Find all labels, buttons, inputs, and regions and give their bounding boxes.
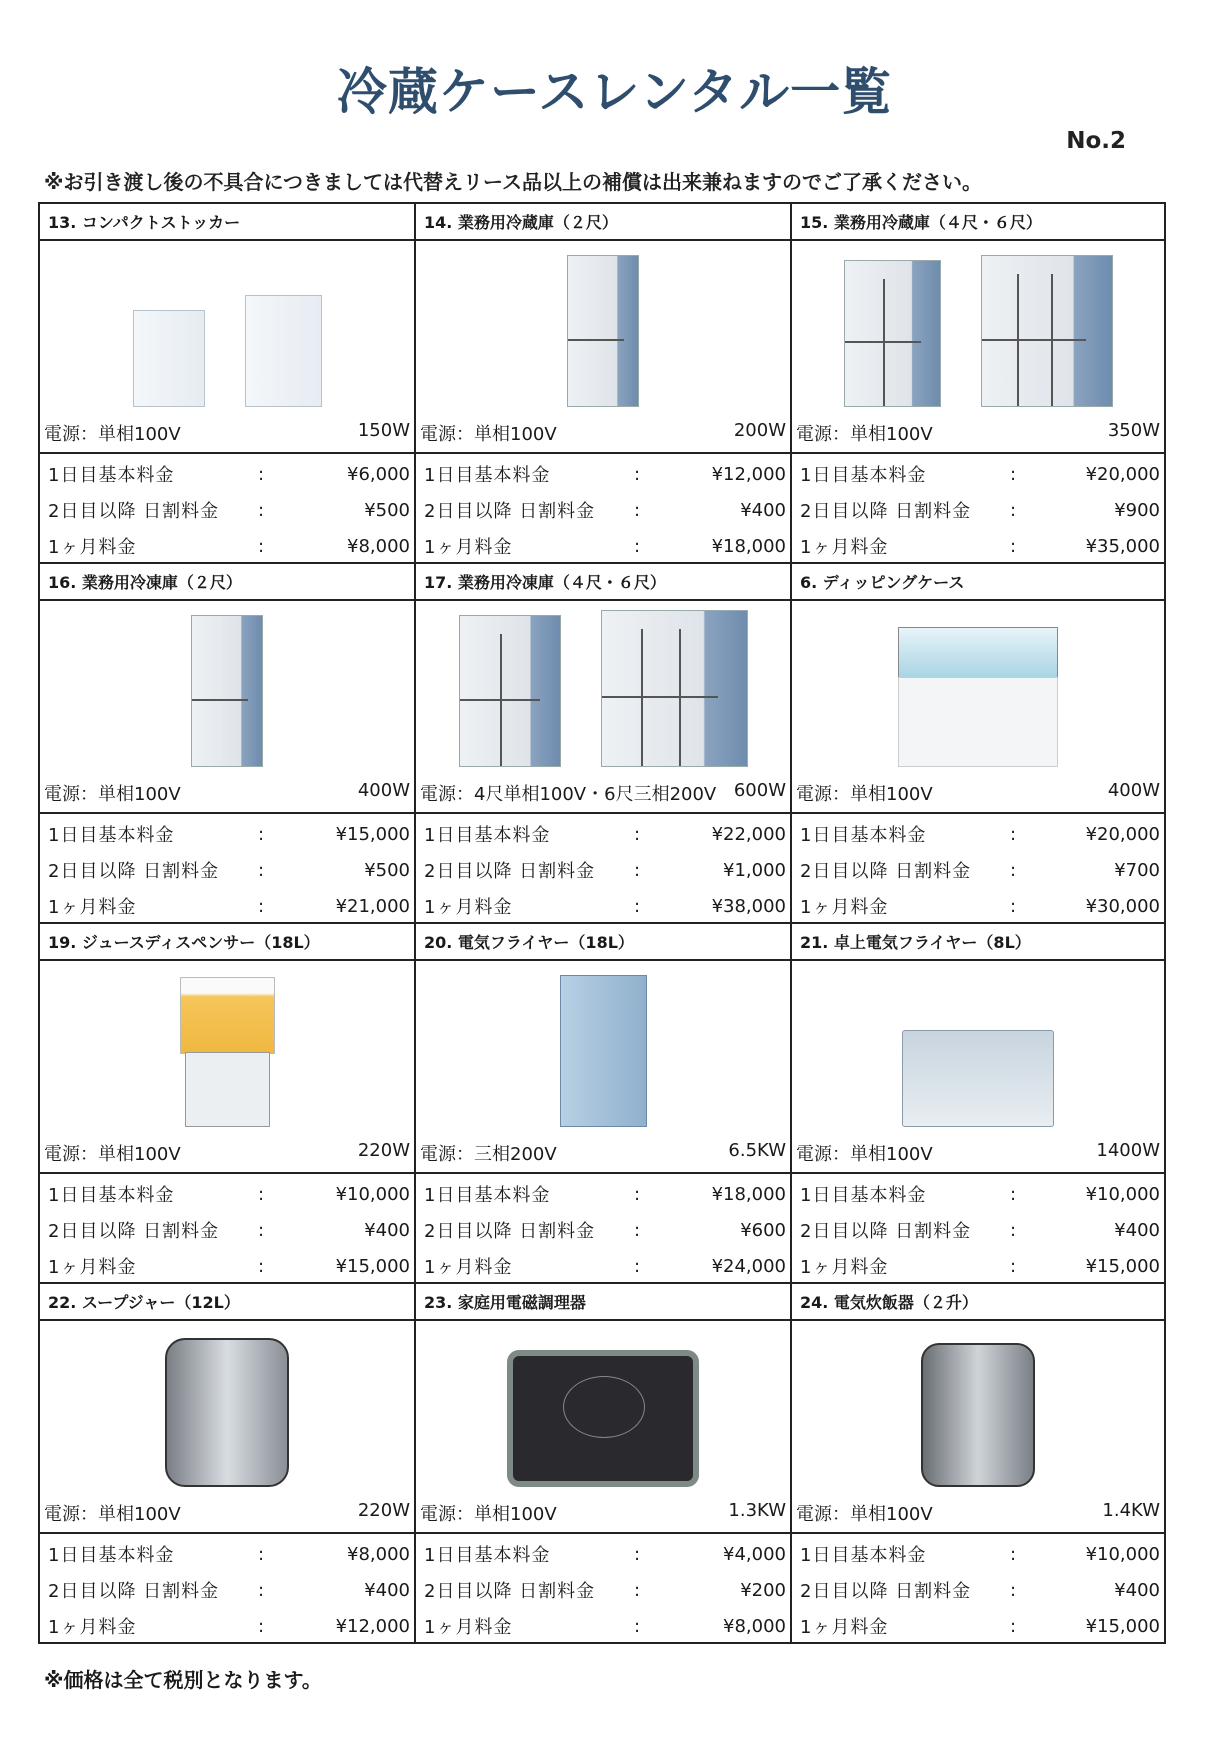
price-row-daily: 2日目以降 日割料金 : ¥500 bbox=[48, 859, 410, 882]
price-row-day1: 1日目基本料金 : ¥15,000 bbox=[48, 823, 410, 846]
power-spec bbox=[420, 1140, 786, 1166]
price-list bbox=[416, 454, 790, 562]
price-monthly: ¥21,000 bbox=[335, 895, 410, 917]
price-list bbox=[416, 1534, 790, 1642]
wattage: 400W bbox=[1107, 780, 1160, 801]
price-row-daily: 2日目以降 日割料金 : ¥900 bbox=[800, 499, 1160, 522]
power-spec bbox=[44, 420, 410, 446]
power-spec bbox=[44, 1500, 410, 1526]
price-row-monthly: 1ヶ月料金 : ¥8,000 bbox=[48, 535, 410, 558]
item-title: 22. スープジャー（12L） bbox=[40, 1284, 414, 1321]
price-monthly: ¥35,000 bbox=[1085, 535, 1160, 557]
page-number: No.2 bbox=[1066, 128, 1126, 154]
induction-cooker-photo bbox=[416, 1327, 790, 1487]
price-day1: ¥10,000 bbox=[335, 1183, 410, 1205]
price-day1: ¥10,000 bbox=[1085, 1183, 1160, 1205]
price-row-monthly: 1ヶ月料金 : ¥35,000 bbox=[800, 535, 1160, 558]
price-day1: ¥8,000 bbox=[347, 1543, 410, 1565]
price-list bbox=[416, 1174, 790, 1282]
price-list bbox=[40, 1534, 414, 1642]
price-row-day1: 1日目基本料金 : ¥6,000 bbox=[48, 463, 410, 486]
price-day1: ¥22,000 bbox=[711, 823, 786, 845]
item-title: 14. 業務用冷蔵庫（２尺） bbox=[416, 204, 790, 241]
price-row-day1: 1日目基本料金 : ¥4,000 bbox=[424, 1543, 786, 1566]
price-daily: ¥500 bbox=[364, 859, 410, 881]
rental-item-freezer-2shaku bbox=[40, 564, 416, 924]
price-row-daily: 2日目以降 日割料金 : ¥500 bbox=[48, 499, 410, 522]
item-image-area bbox=[40, 961, 414, 1174]
tax-note: ※価格は全て税別となります。 bbox=[44, 1668, 322, 1692]
power-supply: 電源：単相100V bbox=[796, 784, 933, 805]
price-row-daily: 2日目以降 日割料金 : ¥600 bbox=[424, 1219, 786, 1242]
wattage: 1.4KW bbox=[1102, 1500, 1160, 1521]
price-day1: ¥6,000 bbox=[347, 463, 410, 485]
price-list bbox=[40, 814, 414, 922]
juice-dispenser-photo bbox=[40, 967, 414, 1127]
wattage: 1.3KW bbox=[728, 1500, 786, 1521]
wattage: 200W bbox=[733, 420, 786, 441]
wattage: 6.5KW bbox=[728, 1140, 786, 1161]
power-supply: 電源：単相100V bbox=[796, 1144, 933, 1165]
price-list bbox=[792, 1534, 1164, 1642]
dipping-case-photo bbox=[792, 607, 1164, 767]
power-spec bbox=[796, 420, 1160, 446]
price-row-day1: 1日目基本料金 : ¥8,000 bbox=[48, 1543, 410, 1566]
power-supply: 電源：単相100V bbox=[420, 424, 557, 445]
price-monthly: ¥8,000 bbox=[347, 535, 410, 557]
item-title: 17. 業務用冷凍庫（４尺・６尺） bbox=[416, 564, 790, 601]
item-image-area bbox=[792, 241, 1164, 454]
wattage: 220W bbox=[357, 1140, 410, 1161]
price-row-day1: 1日目基本料金 : ¥22,000 bbox=[424, 823, 786, 846]
power-spec bbox=[44, 1140, 410, 1166]
price-day1: ¥15,000 bbox=[335, 823, 410, 845]
item-image-area bbox=[40, 1321, 414, 1534]
power-supply: 電源：単相100V bbox=[420, 1504, 557, 1525]
price-daily: ¥400 bbox=[1114, 1579, 1160, 1601]
power-supply: 電源：単相100V bbox=[44, 784, 181, 805]
power-spec bbox=[796, 1500, 1160, 1526]
rental-item-dipping-case bbox=[792, 564, 1164, 924]
price-day1: ¥20,000 bbox=[1085, 463, 1160, 485]
price-monthly: ¥15,000 bbox=[1085, 1255, 1160, 1277]
page-title: 冷蔵ケースレンタル一覧 bbox=[336, 63, 893, 121]
item-title: 20. 電気フライヤー（18L） bbox=[416, 924, 790, 961]
item-title: 21. 卓上電気フライヤー（8L） bbox=[792, 924, 1164, 961]
price-daily: ¥400 bbox=[1114, 1219, 1160, 1241]
price-daily: ¥600 bbox=[740, 1219, 786, 1241]
soup-jar-photo bbox=[40, 1327, 414, 1487]
price-row-daily: 2日目以降 日割料金 : ¥400 bbox=[800, 1579, 1160, 1602]
price-list bbox=[792, 454, 1164, 562]
price-list bbox=[792, 814, 1164, 922]
freezer-4-6shaku-photo bbox=[416, 607, 790, 767]
price-daily: ¥500 bbox=[364, 499, 410, 521]
price-daily: ¥400 bbox=[364, 1219, 410, 1241]
price-monthly: ¥15,000 bbox=[335, 1255, 410, 1277]
price-daily: ¥900 bbox=[1114, 499, 1160, 521]
price-list bbox=[792, 1174, 1164, 1282]
price-row-monthly: 1ヶ月料金 : ¥15,000 bbox=[800, 1615, 1160, 1638]
price-daily: ¥1,000 bbox=[723, 859, 786, 881]
price-list bbox=[416, 814, 790, 922]
power-supply: 電源：単相100V bbox=[44, 1504, 181, 1525]
item-image-area bbox=[792, 961, 1164, 1174]
item-image-area bbox=[416, 961, 790, 1174]
power-spec bbox=[420, 1500, 786, 1526]
item-title: 24. 電気炊飯器（２升） bbox=[792, 1284, 1164, 1321]
rental-item-induction-cooker bbox=[416, 1284, 792, 1642]
item-title: 19. ジュースディスペンサー（18L） bbox=[40, 924, 414, 961]
power-spec bbox=[420, 780, 786, 806]
power-spec bbox=[796, 780, 1160, 806]
price-monthly: ¥24,000 bbox=[711, 1255, 786, 1277]
item-image-area bbox=[416, 241, 790, 454]
rental-item-tabletop-fryer bbox=[792, 924, 1164, 1284]
price-daily: ¥200 bbox=[740, 1579, 786, 1601]
price-row-monthly: 1ヶ月料金 : ¥12,000 bbox=[48, 1615, 410, 1638]
price-monthly: ¥30,000 bbox=[1085, 895, 1160, 917]
item-title: 23. 家庭用電磁調理器 bbox=[416, 1284, 790, 1321]
price-row-monthly: 1ヶ月料金 : ¥24,000 bbox=[424, 1255, 786, 1278]
wattage: 1400W bbox=[1096, 1140, 1160, 1161]
price-daily: ¥700 bbox=[1114, 859, 1160, 881]
wattage: 600W bbox=[733, 780, 786, 801]
price-row-daily: 2日目以降 日割料金 : ¥1,000 bbox=[424, 859, 786, 882]
rental-table bbox=[38, 202, 1166, 1644]
power-supply: 電源：単相100V bbox=[44, 1144, 181, 1165]
item-image-area bbox=[416, 601, 790, 814]
electric-fryer-photo bbox=[416, 967, 790, 1127]
compact-stocker-photo bbox=[40, 247, 414, 407]
wattage: 220W bbox=[357, 1500, 410, 1521]
price-row-monthly: 1ヶ月料金 : ¥30,000 bbox=[800, 895, 1160, 918]
rental-item-soup-jar bbox=[40, 1284, 416, 1642]
wattage: 150W bbox=[357, 420, 410, 441]
rental-item-freezer-4-6shaku bbox=[416, 564, 792, 924]
rental-item-electric-fryer bbox=[416, 924, 792, 1284]
price-row-monthly: 1ヶ月料金 : ¥15,000 bbox=[48, 1255, 410, 1278]
price-day1: ¥4,000 bbox=[723, 1543, 786, 1565]
price-day1: ¥20,000 bbox=[1085, 823, 1160, 845]
item-image-area bbox=[40, 601, 414, 814]
price-row-daily: 2日目以降 日割料金 : ¥400 bbox=[424, 499, 786, 522]
item-title: 16. 業務用冷凍庫（２尺） bbox=[40, 564, 414, 601]
price-row-daily: 2日目以降 日割料金 : ¥400 bbox=[48, 1219, 410, 1242]
price-daily: ¥400 bbox=[740, 499, 786, 521]
price-row-daily: 2日目以降 日割料金 : ¥700 bbox=[800, 859, 1160, 882]
price-row-daily: 2日目以降 日割料金 : ¥400 bbox=[48, 1579, 410, 1602]
power-supply: 電源：単相100V bbox=[44, 424, 181, 445]
refrigerator-2shaku-photo bbox=[416, 247, 790, 407]
power-supply: 電源：単相100V bbox=[796, 1504, 933, 1525]
price-monthly: ¥38,000 bbox=[711, 895, 786, 917]
rental-item-refrigerator-2shaku bbox=[416, 204, 792, 564]
price-row-day1: 1日目基本料金 : ¥10,000 bbox=[48, 1183, 410, 1206]
price-row-day1: 1日目基本料金 : ¥10,000 bbox=[800, 1543, 1160, 1566]
price-monthly: ¥12,000 bbox=[335, 1615, 410, 1637]
price-monthly: ¥15,000 bbox=[1085, 1615, 1160, 1637]
price-row-daily: 2日目以降 日割料金 : ¥400 bbox=[800, 1219, 1160, 1242]
price-day1: ¥12,000 bbox=[711, 463, 786, 485]
refrigerator-4-6shaku-photo bbox=[792, 247, 1164, 407]
rental-item-rice-cooker bbox=[792, 1284, 1164, 1642]
price-row-day1: 1日目基本料金 : ¥20,000 bbox=[800, 823, 1160, 846]
price-row-day1: 1日目基本料金 : ¥20,000 bbox=[800, 463, 1160, 486]
price-day1: ¥10,000 bbox=[1085, 1543, 1160, 1565]
power-supply: 電源：三相200V bbox=[420, 1144, 557, 1165]
price-monthly: ¥18,000 bbox=[711, 535, 786, 557]
price-row-day1: 1日目基本料金 : ¥12,000 bbox=[424, 463, 786, 486]
tabletop-fryer-photo bbox=[792, 967, 1164, 1127]
item-image-area bbox=[792, 1321, 1164, 1534]
rental-item-compact-stocker bbox=[40, 204, 416, 564]
freezer-2shaku-photo bbox=[40, 607, 414, 767]
price-row-day1: 1日目基本料金 : ¥10,000 bbox=[800, 1183, 1160, 1206]
price-list bbox=[40, 1174, 414, 1282]
price-day1: ¥18,000 bbox=[711, 1183, 786, 1205]
power-supply: 電源：4尺単相100V・6尺三相200V bbox=[420, 784, 717, 805]
item-image-area bbox=[40, 241, 414, 454]
rental-item-refrigerator-4-6shaku bbox=[792, 204, 1164, 564]
rice-cooker-photo bbox=[792, 1327, 1164, 1487]
wattage: 400W bbox=[357, 780, 410, 801]
power-spec bbox=[44, 780, 410, 806]
wattage: 350W bbox=[1107, 420, 1160, 441]
item-image-area bbox=[792, 601, 1164, 814]
price-monthly: ¥8,000 bbox=[723, 1615, 786, 1637]
power-supply: 電源：単相100V bbox=[796, 424, 933, 445]
price-row-daily: 2日目以降 日割料金 : ¥200 bbox=[424, 1579, 786, 1602]
item-title: 15. 業務用冷蔵庫（４尺・６尺） bbox=[792, 204, 1164, 241]
item-title: 6. ディッピングケース bbox=[792, 564, 1164, 601]
price-daily: ¥400 bbox=[364, 1579, 410, 1601]
price-row-monthly: 1ヶ月料金 : ¥18,000 bbox=[424, 535, 786, 558]
price-row-monthly: 1ヶ月料金 : ¥8,000 bbox=[424, 1615, 786, 1638]
item-title: 13. コンパクトストッカー bbox=[40, 204, 414, 241]
power-spec bbox=[420, 420, 786, 446]
price-row-monthly: 1ヶ月料金 : ¥21,000 bbox=[48, 895, 410, 918]
rental-item-juice-dispenser bbox=[40, 924, 416, 1284]
price-list bbox=[40, 454, 414, 562]
item-image-area bbox=[416, 1321, 790, 1534]
price-row-monthly: 1ヶ月料金 : ¥15,000 bbox=[800, 1255, 1160, 1278]
price-row-monthly: 1ヶ月料金 : ¥38,000 bbox=[424, 895, 786, 918]
power-spec bbox=[796, 1140, 1160, 1166]
price-row-day1: 1日目基本料金 : ¥18,000 bbox=[424, 1183, 786, 1206]
warranty-notice: ※お引き渡し後の不具合につきましては代替えリース品以上の補償は出来兼ねますのでご了承ください。 bbox=[44, 170, 983, 194]
